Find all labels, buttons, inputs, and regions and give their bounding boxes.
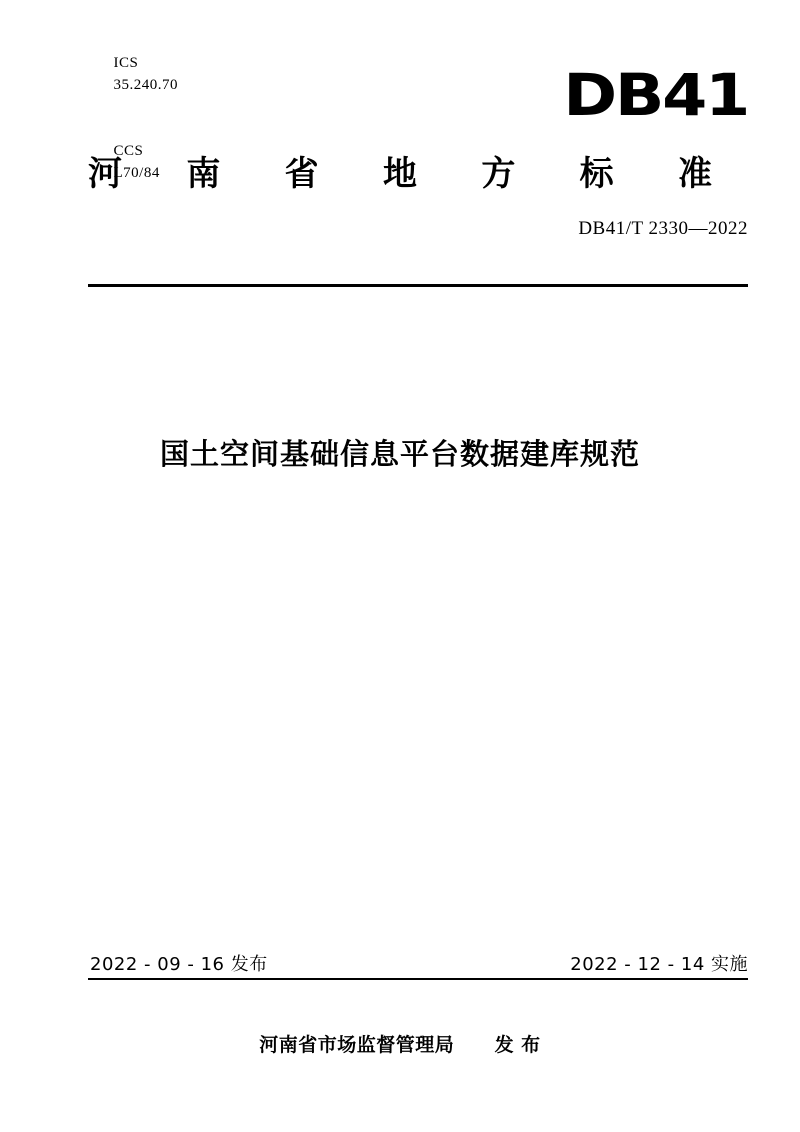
standard-series-char-4: 方 (481, 154, 516, 194)
standard-series-char-2: 省 (284, 154, 319, 194)
footer-divider (88, 978, 748, 980)
header-divider (88, 284, 748, 287)
ccs-value: L70/84 (113, 165, 160, 181)
ics-value: 35.240.70 (113, 77, 178, 93)
standard-series-char-0: 河 (88, 154, 122, 194)
publisher-name: 河南省市场监督管理局 (259, 1034, 455, 1056)
standard-series-title (88, 146, 712, 195)
standard-series-char-6: 准 (677, 154, 712, 194)
standard-series-char-5: 标 (579, 154, 614, 194)
publisher-action: 发 布 (494, 1034, 541, 1056)
ics-label: ICS (113, 55, 139, 71)
issue-date: 2022 - 09 - 16 发布 (90, 954, 268, 975)
standard-number: DB41/T 2330—2022 (578, 218, 748, 239)
db41-logo: DB41 (563, 61, 748, 129)
ics-line (88, 30, 178, 118)
ccs-label: CCS (113, 143, 144, 159)
standard-series-char-1: 南 (186, 154, 221, 194)
page-title: 国土空间基础信息平台数据建库规范 (159, 437, 640, 471)
standard-series-char-3: 地 (382, 154, 417, 194)
publisher-line (0, 1030, 800, 1057)
implement-date: 2022 - 12 - 14 实施 (570, 954, 748, 975)
